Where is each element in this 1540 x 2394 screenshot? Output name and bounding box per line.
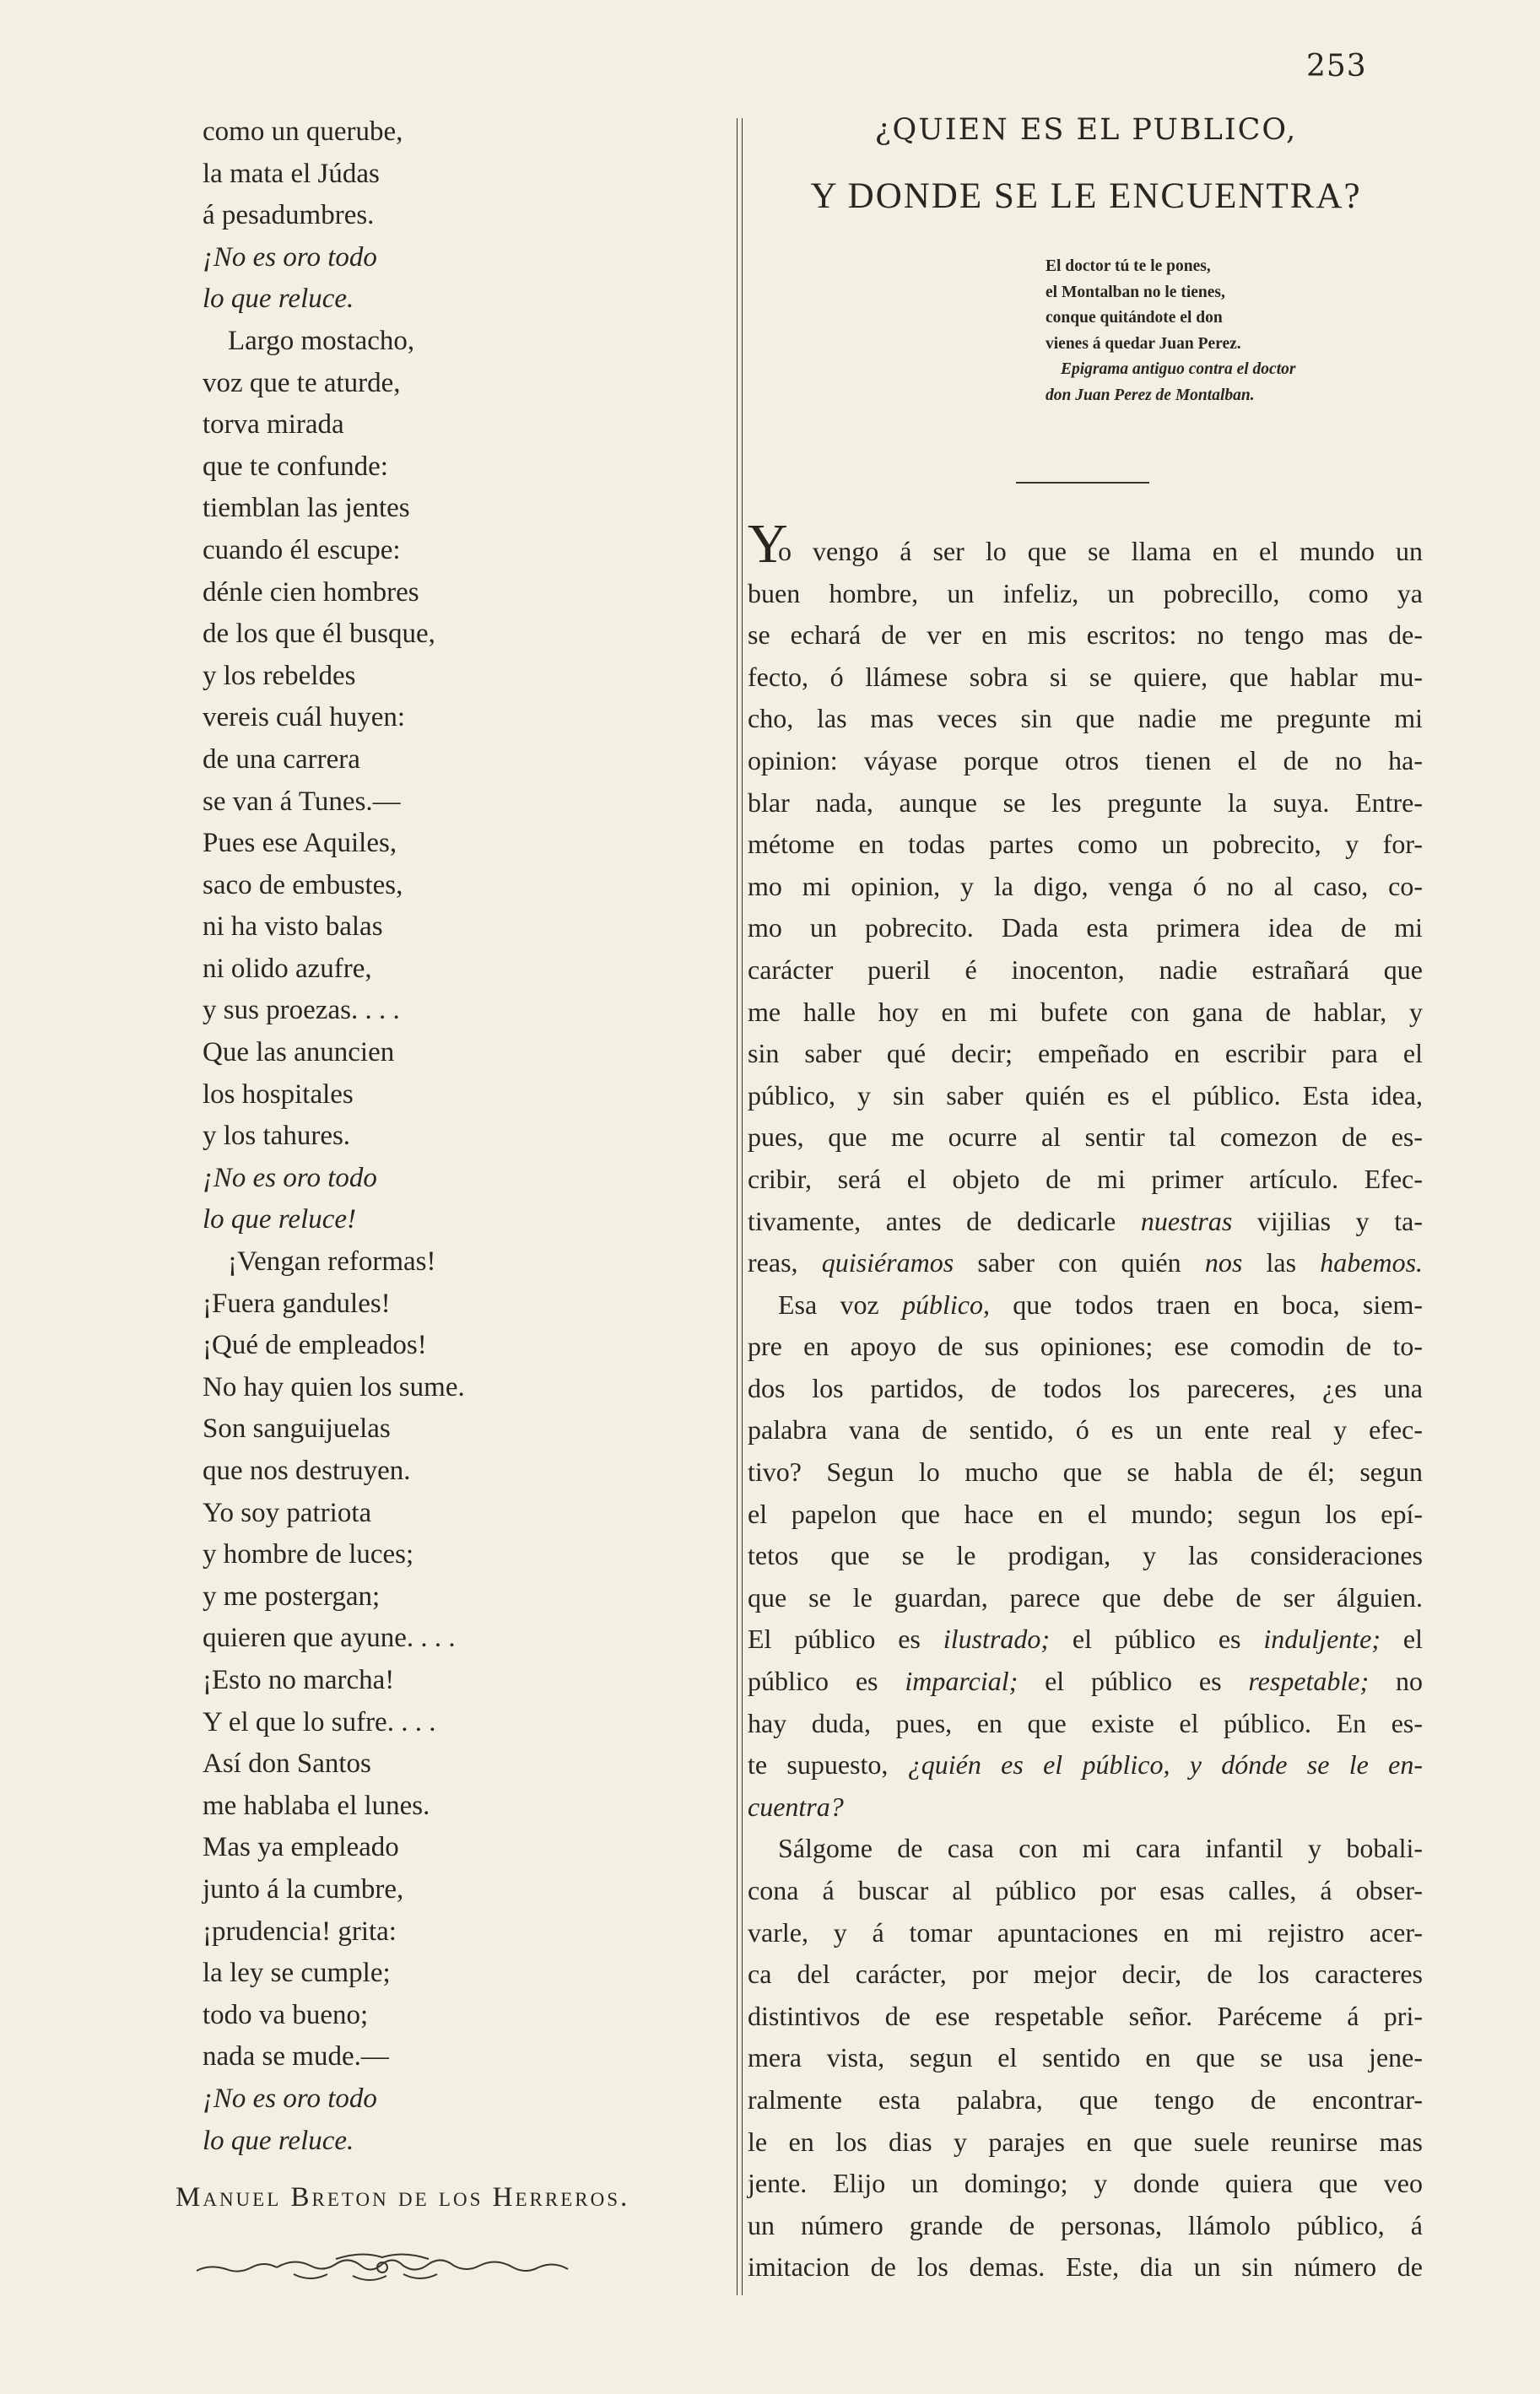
prose-line: tivamente, antes de dedicarle nuestras vijilias y ta- bbox=[748, 1205, 1424, 1236]
poem-line: y los tahures. bbox=[203, 1121, 351, 1152]
prose-line: público es imparcial; el público es respetable; no bbox=[748, 1666, 1424, 1697]
article-body bbox=[748, 531, 1423, 2289]
poem-line: los hospitales bbox=[203, 1078, 354, 1110]
prose-line: métome en todas partes como un pobrecito, y for- bbox=[748, 829, 1423, 860]
poem-line: nada se mude.— bbox=[203, 2041, 389, 2072]
epigraph-line: el Montalban no le tienes, bbox=[1046, 283, 1225, 301]
poem-line: Así don Santos bbox=[203, 1748, 371, 1780]
prose-line: Esa voz público, que todos traen en boca, siem- bbox=[778, 1289, 1424, 1320]
ornament-divider bbox=[192, 2249, 572, 2288]
prose-line: pues, que me ocurre al sentir tal comezon de es- bbox=[748, 1121, 1423, 1153]
poem-line: á pesadumbres. bbox=[203, 200, 375, 231]
prose-line: se echará de ver en mis escritos: no tengo mas de- bbox=[748, 619, 1423, 651]
poem-line: de una carrera bbox=[203, 743, 360, 775]
poem-line: y los rebeldes bbox=[203, 660, 356, 691]
prose-line: pre en apoyo de sus opiniones; ese comodin de to- bbox=[748, 1331, 1423, 1362]
poem-line: que nos destruyen. bbox=[203, 1456, 411, 1486]
prose-line: carácter pueril é inocenton, nadie estrañará que bbox=[748, 954, 1423, 985]
poem-line: Que las anuncien bbox=[203, 1037, 395, 1068]
drop-cap: Y bbox=[748, 513, 788, 575]
poem-line: ¡No es oro todo bbox=[203, 2083, 377, 2114]
poem-line: cuando él escupe: bbox=[203, 534, 401, 565]
poem-line: y me postergan; bbox=[203, 1581, 381, 1612]
prose-line: tetos que se le prodigan, y las consideraciones bbox=[748, 1540, 1423, 1571]
prose-line: dos los partidos, de todos los pareceres, ¿es una bbox=[748, 1372, 1423, 1403]
poem-line: torva mirada bbox=[203, 409, 344, 440]
poem-line: Son sanguijuelas bbox=[203, 1413, 391, 1445]
prose-line: le en los dias y parajes en que suele reunirse mas bbox=[748, 2126, 1423, 2157]
prose-line: buen hombre, un infeliz, un pobrecillo, como ya bbox=[748, 577, 1423, 608]
poem-line: me hablaba el lunes. bbox=[203, 1790, 430, 1821]
prose-line: o vengo á ser lo que se llama en el mundo un bbox=[778, 536, 1423, 566]
epigraph-source: don Juan Perez de Montalban. bbox=[1046, 386, 1255, 404]
prose-line: un número grande de personas, llámolo público, á bbox=[748, 2209, 1423, 2240]
poem-line: como un querube, bbox=[203, 116, 403, 147]
poem-line: y sus proezas. . . . bbox=[203, 995, 400, 1026]
prose-line: opinion: váyase porque otros tienen el de no ha- bbox=[748, 744, 1423, 775]
poem-line: ni olido azufre, bbox=[203, 953, 372, 984]
poem-line: Yo soy patriota bbox=[203, 1497, 372, 1528]
prose-line: jente. Elijo un domingo; y donde quiera que veo bbox=[748, 2168, 1423, 2199]
poem-line: de los que él busque, bbox=[203, 619, 435, 650]
poem-line: lo que reluce. bbox=[203, 284, 354, 315]
prose-line: tivo? Segun lo mucho que se habla de él; segun bbox=[748, 1456, 1423, 1488]
prose-line: fecto, ó llámese sobra si se quiere, que hablar mu- bbox=[748, 661, 1423, 692]
prose-line: sin saber qué decir; empeñado en escribir para el bbox=[748, 1038, 1423, 1069]
poem-line: No hay quien los sume. bbox=[203, 1371, 465, 1402]
prose-line: que se le guardan, parece que debe de ser álguien. bbox=[748, 1581, 1423, 1613]
poem-line: ¡Esto no marcha! bbox=[203, 1664, 395, 1695]
poem-line: que te confunde: bbox=[203, 451, 388, 482]
poem-line: ni ha visto balas bbox=[203, 911, 383, 943]
prose-line: mo un pobrecito. Dada esta primera idea de mi bbox=[748, 912, 1423, 943]
prose-line: cho, las mas veces sin que nadie me pregunte mi bbox=[748, 703, 1423, 734]
prose-line: distintivos de ese respetable señor. Paréceme á pri- bbox=[748, 2000, 1423, 2031]
epigraph bbox=[1046, 254, 1427, 408]
poem-line: ¡prudencia! grita: bbox=[203, 1916, 397, 1947]
poem-line: lo que reluce! bbox=[203, 1204, 357, 1235]
prose-line: mo mi opinion, y la digo, venga ó no al caso, co- bbox=[748, 870, 1423, 901]
prose-line: te supuesto, ¿quién es el público, y dónde se le en- bbox=[748, 1749, 1424, 1781]
poem-line: dénle cien hombres bbox=[203, 576, 419, 608]
poem-line: ¡No es oro todo bbox=[203, 241, 377, 273]
epigraph-source: Epigrama antiguo contra el doctor bbox=[1061, 360, 1296, 378]
article-title-line2: Y DONDE SE LE ENCUENTRA? bbox=[810, 176, 1362, 216]
poem-line: ¡Qué de empleados! bbox=[203, 1330, 427, 1361]
poem-line: Mas ya empleado bbox=[203, 1832, 399, 1863]
prose-line: blar nada, aunque se les pregunte la suya. Entre- bbox=[748, 786, 1423, 818]
prose-line: varle, y á tomar apuntaciones en mi rejistro acer- bbox=[748, 1916, 1423, 1948]
prose-line: público, y sin saber quién es el público. Esta idea, bbox=[748, 1079, 1423, 1111]
poem-line: la ley se cumple; bbox=[203, 1958, 391, 1989]
prose-line: hay duda, pues, en que existe el público. En es- bbox=[748, 1707, 1423, 1738]
poem-line: tiemblan las jentes bbox=[203, 493, 410, 524]
prose-line: me halle hoy en mi bufete con gana de hablar, y bbox=[748, 996, 1423, 1027]
article-header bbox=[745, 110, 1427, 408]
epigraph-line: El doctor tú te le pones, bbox=[1046, 257, 1211, 275]
prose-line: imitacion de los demas. Este, dia un sin número de bbox=[748, 2251, 1423, 2283]
poem-line: todo va bueno; bbox=[203, 1999, 369, 2030]
poem-line: junto á la cumbre, bbox=[203, 1873, 404, 1905]
prose-line: cribir, será el objeto de mi primer artículo. Efec- bbox=[748, 1163, 1423, 1194]
prose-line: ca del carácter, por mejor decir, de los caracteres bbox=[748, 1959, 1423, 1990]
poem-line: Y el que lo sufre. . . . bbox=[203, 1706, 436, 1737]
prose-line: el papelon que hace en el mundo; segun los epí- bbox=[748, 1498, 1423, 1529]
prose-line: mera vista, segun el sentido en que se usa jene- bbox=[748, 2042, 1423, 2073]
poem-line: Pues ese Aquiles, bbox=[203, 828, 397, 859]
article-title-line1: ¿QUIEN ES EL PUBLICO, bbox=[874, 113, 1298, 147]
section-rule bbox=[1016, 482, 1149, 484]
poem-column bbox=[203, 111, 717, 2162]
prose-line: El público es ilustrado; el público es induljente; el bbox=[748, 1624, 1424, 1655]
prose-line: cuentra? bbox=[748, 1791, 844, 1822]
epigraph-line: conque quitándote el don bbox=[1046, 309, 1223, 327]
prose-line: palabra vana de sentido, ó es un ente real y efec- bbox=[748, 1414, 1423, 1446]
poem-line: y hombre de luces; bbox=[203, 1539, 414, 1570]
poem-line: la mata el Júdas bbox=[203, 158, 380, 189]
poem-signature: Manuel Breton de los Herreros. bbox=[176, 2182, 630, 2213]
poem-line: ¡Vengan reformas! bbox=[228, 1246, 436, 1278]
column-rule bbox=[737, 118, 743, 2295]
prose-line: cona á buscar al público por esas calles, á obser- bbox=[748, 1875, 1423, 1905]
page-number: 253 bbox=[1306, 49, 1367, 84]
poem-line: Largo mostacho, bbox=[228, 325, 415, 356]
poem-line: lo que reluce. bbox=[203, 2125, 354, 2156]
prose-line: reas, quisiéramos saber con quién nos las habemos. bbox=[748, 1247, 1424, 1278]
poem-line: saco de embustes, bbox=[203, 869, 403, 900]
prose-line: ralmente esta palabra, que tengo de encontrar- bbox=[748, 2083, 1423, 2115]
poem-line: ¡Fuera gandules! bbox=[203, 1288, 391, 1319]
epigraph-line: vienes á quedar Juan Perez. bbox=[1046, 334, 1241, 353]
poem-line: quieren que ayune. . . . bbox=[203, 1623, 456, 1654]
poem-line: vereis cuál huyen: bbox=[203, 702, 406, 733]
poem-line: ¡No es oro todo bbox=[203, 1162, 377, 1193]
poem-line: voz que te aturde, bbox=[203, 367, 401, 398]
prose-line: Sálgome de casa con mi cara infantil y bobali- bbox=[778, 1833, 1423, 1864]
poem-line: se van á Tunes.— bbox=[203, 786, 401, 817]
